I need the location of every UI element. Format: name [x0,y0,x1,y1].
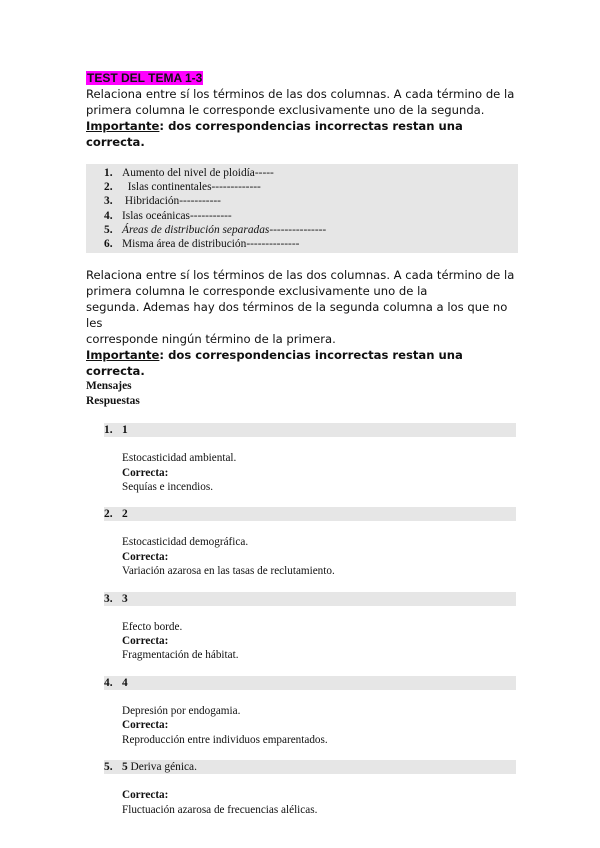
term-item: 5. Áreas de distribución separadas--------------- [104,223,327,236]
intro-2-line-4: corresponde ningún término de la primera. [86,332,336,347]
test-title: TEST DEL TEMA 1-3 [87,71,203,85]
correct-label: Correcta: [122,789,169,802]
answer-value: Sequías e incendios. [122,481,214,494]
intro-2-line-1: Relaciona entre sí los términos de las dos columnas. A cada término de la [86,268,515,283]
answer-value: Variación azarosa en las tasas de reclutamiento. [122,565,335,578]
mensajes-label: Mensajes [86,380,132,393]
correct-label: Correcta: [122,719,169,732]
answer-body [122,606,516,676]
intro-1-line-2: primera columna le corresponde exclusivamente uno de la segunda. [86,103,485,117]
answer-body [122,690,516,760]
answer-heading: 4. 4 [104,676,516,690]
answer-term: Depresión por endogamia. [122,704,241,717]
answer-heading: 5. 5 Deriva génica. [104,760,516,774]
answer-body [122,521,516,591]
answer-heading: 3. 3 [104,592,516,606]
intro-1-line-1: Relaciona entre sí los términos de las dos columnas. A cada término de la [86,87,515,101]
term-item: 2. Islas continentales------------- [104,181,261,194]
answer-heading: 2. 2 [104,507,516,521]
answer-term: Estocasticidad demográfica. [122,536,249,549]
term-item: 4. Islas oceánicas----------- [104,209,232,222]
document-page [86,70,516,830]
term-item: 1. Aumento del nivel de ploidía----- [104,167,274,179]
answer-body [122,437,516,507]
answer-term: Efecto borde. [122,620,183,633]
correct-label: Correcta: [122,550,169,563]
important-note-1: Importante: dos correspondencias incorrectas restan una correcta. [86,119,463,149]
answer-heading: 1. 1 [104,423,516,437]
correct-label: Correcta: [122,466,169,479]
answer-value: Fluctuación azarosa de frecuencias alélicas. [122,803,318,816]
important-note-2: Importante: dos correspondencias incorrectas restan una correcta. [86,348,463,379]
term-item: 3. Hibridación----------- [104,195,221,208]
term-item: 6. Misma área de distribución-------------- [104,238,300,251]
answers-list [86,423,516,830]
intro-2-line-2: primera columna le corresponde exclusivamente uno de la [86,284,428,299]
answer-body [122,774,516,830]
correct-label: Correcta: [122,635,169,648]
answer-value: Reproducción entre individuos emparentados. [122,733,328,746]
respuestas-label: Respuestas [86,395,140,408]
answer-term: Estocasticidad ambiental. [122,452,237,465]
intro-2-line-3: segunda. Ademas hay dos términos de la segunda columna a los que no les [86,300,508,331]
answer-value: Fragmentación de hábitat. [122,649,239,662]
terms-list [86,164,518,253]
